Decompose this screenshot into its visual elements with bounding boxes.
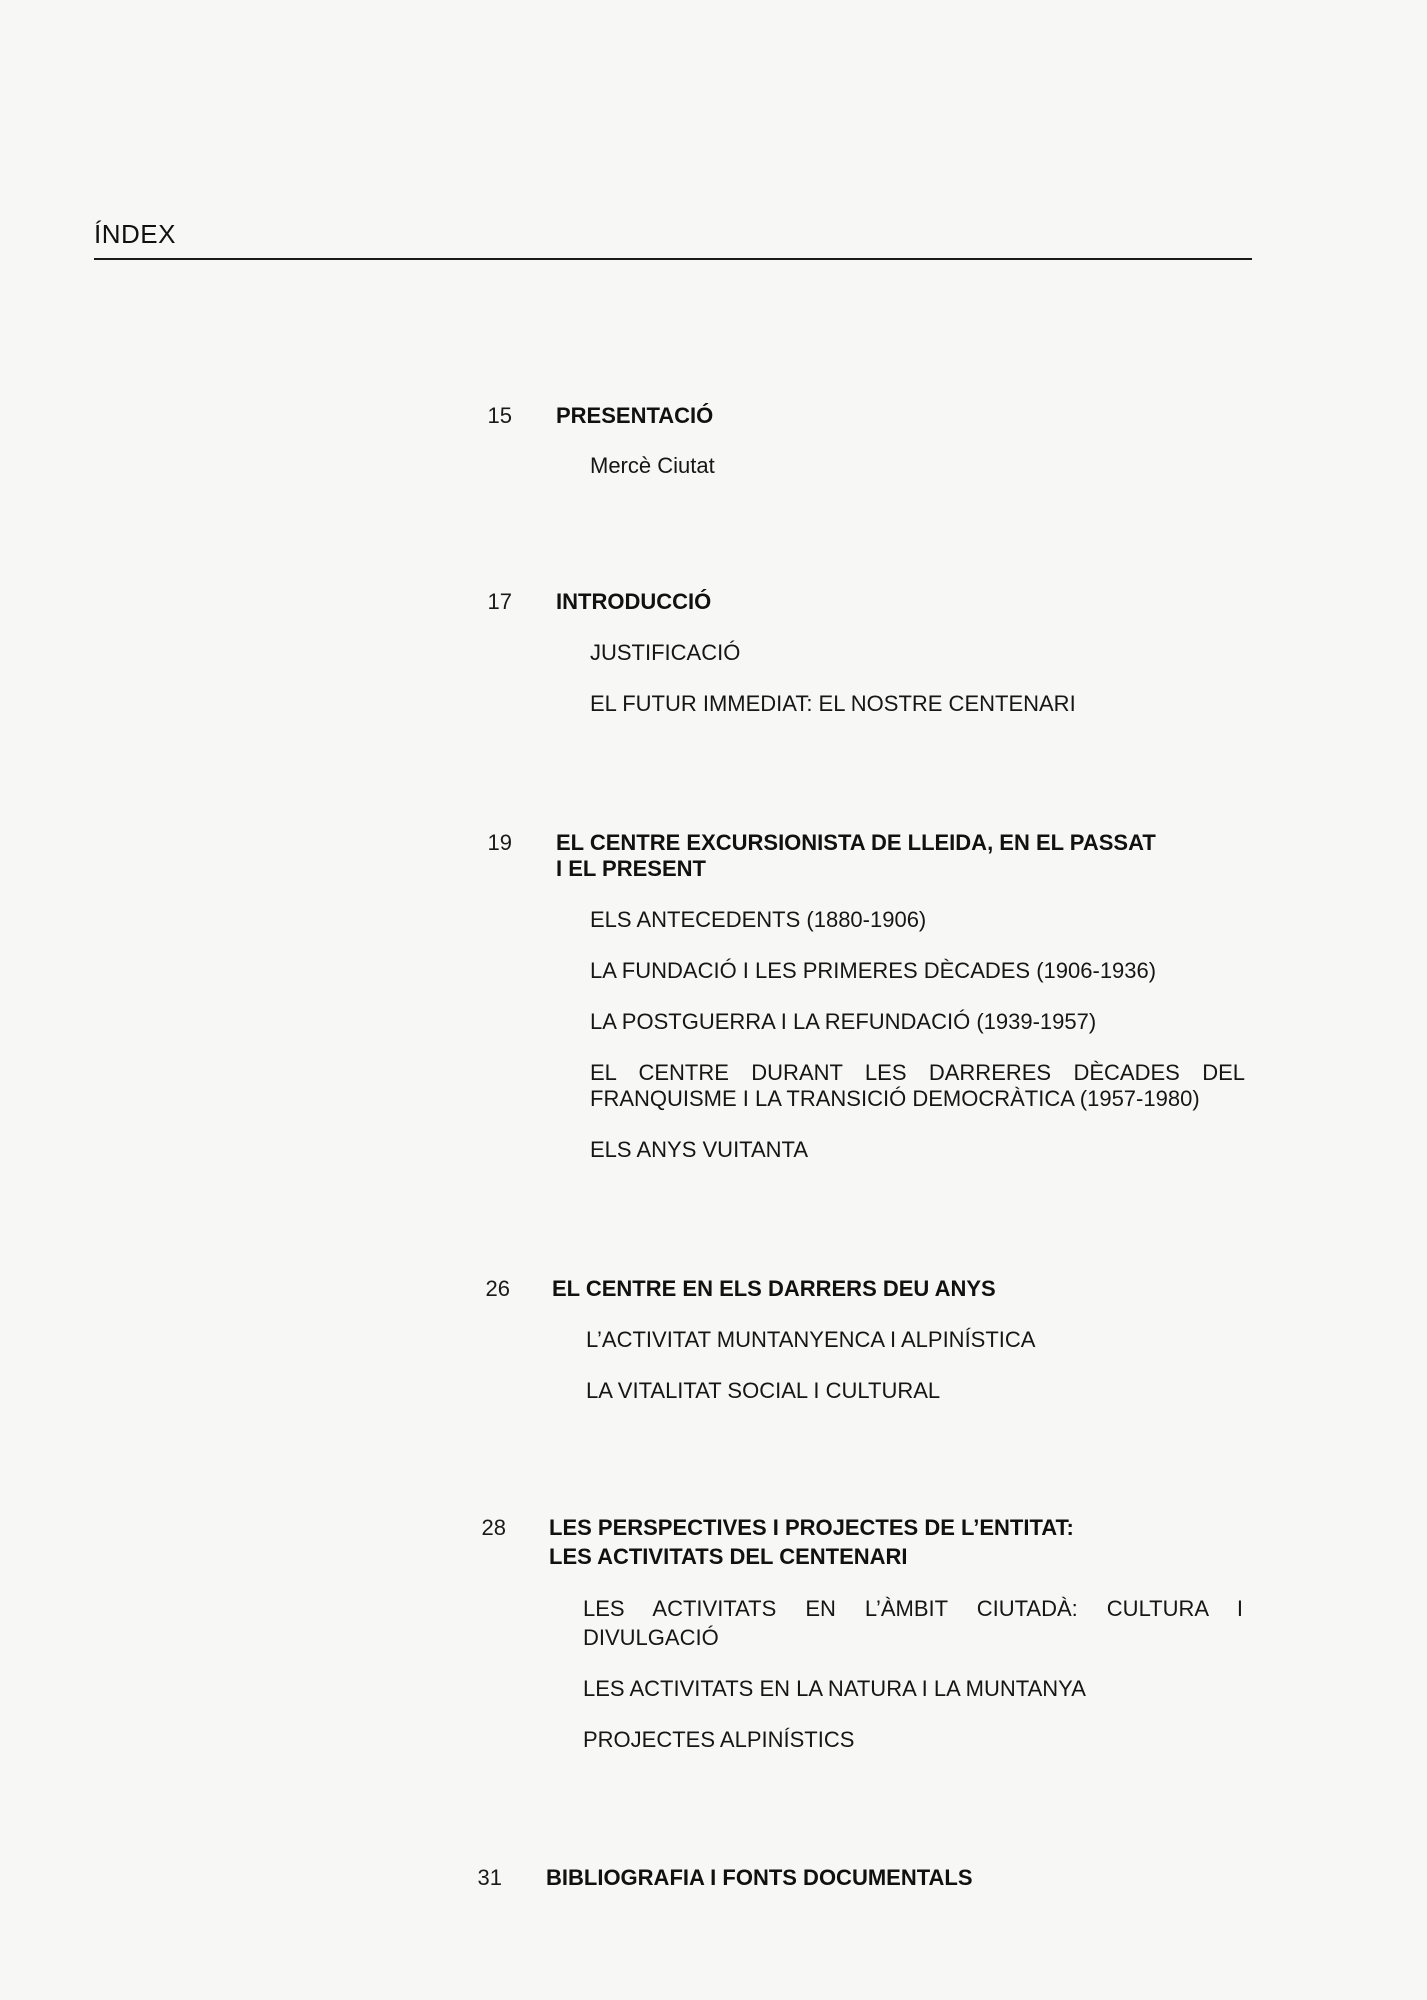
toc-subitem: Mercè Ciutat bbox=[590, 453, 715, 478]
toc-subitem-line2: DIVULGACIÓ bbox=[583, 1625, 719, 1650]
toc-heading-line2: LES ACTIVITATS DEL CENTENARI bbox=[549, 1544, 908, 1569]
toc-heading: PRESENTACIÓ bbox=[556, 403, 714, 428]
toc-heading: EL CENTRE EN ELS DARRERS DEU ANYS bbox=[552, 1276, 996, 1301]
toc-heading-line2: I EL PRESENT bbox=[556, 856, 706, 881]
toc-heading: INTRODUCCIÓ bbox=[556, 589, 712, 614]
toc-page-number: 26 bbox=[485, 1276, 510, 1301]
toc-subitem: EL FUTUR IMMEDIAT: EL NOSTRE CENTENARI bbox=[590, 691, 1076, 716]
toc-heading: BIBLIOGRAFIA I FONTS DOCUMENTALS bbox=[546, 1865, 973, 1890]
toc-subitem-line1: EL CENTRE DURANT LES DARRERES DÈCADES DEL bbox=[590, 1060, 1245, 1085]
toc-subitem: LA VITALITAT SOCIAL I CULTURAL bbox=[586, 1378, 941, 1403]
toc-subitem: PROJECTES ALPINÍSTICS bbox=[583, 1727, 855, 1752]
toc-subitem: LES ACTIVITATS EN LA NATURA I LA MUNTANYA bbox=[583, 1676, 1086, 1701]
toc-page-number: 19 bbox=[487, 830, 512, 855]
toc-subitem: L’ACTIVITAT MUNTANYENCA I ALPINÍSTICA bbox=[586, 1327, 1036, 1352]
toc-subitem-line1: LES ACTIVITATS EN L’ÀMBIT CIUTADÀ: CULTURA I bbox=[583, 1596, 1243, 1621]
page-title: ÍNDEX bbox=[94, 219, 176, 249]
toc-page-number: 31 bbox=[477, 1865, 502, 1890]
toc-subitem: LA FUNDACIÓ I LES PRIMERES DÈCADES (1906-1936) bbox=[590, 958, 1157, 983]
toc-page-number: 17 bbox=[487, 589, 512, 614]
toc-subitem: LA POSTGUERRA I LA REFUNDACIÓ (1939-1957) bbox=[590, 1009, 1097, 1034]
title-rule bbox=[94, 258, 1252, 260]
toc-page-number: 28 bbox=[481, 1515, 506, 1540]
toc-subitem-line2: FRANQUISME I LA TRANSICIÓ DEMOCRÀTICA (1957-1980) bbox=[590, 1086, 1200, 1111]
toc-subitem: JUSTIFICACIÓ bbox=[590, 640, 741, 665]
toc-subitem: ELS ANTECEDENTS (1880-1906) bbox=[590, 907, 927, 932]
toc-page-number: 15 bbox=[487, 403, 512, 428]
toc-heading-line1: LES PERSPECTIVES I PROJECTES DE L’ENTITAT: bbox=[549, 1515, 1074, 1540]
toc-heading-line1: EL CENTRE EXCURSIONISTA DE LLEIDA, EN EL PASSAT bbox=[556, 830, 1156, 855]
toc-subitem: ELS ANYS VUITANTA bbox=[590, 1137, 809, 1162]
